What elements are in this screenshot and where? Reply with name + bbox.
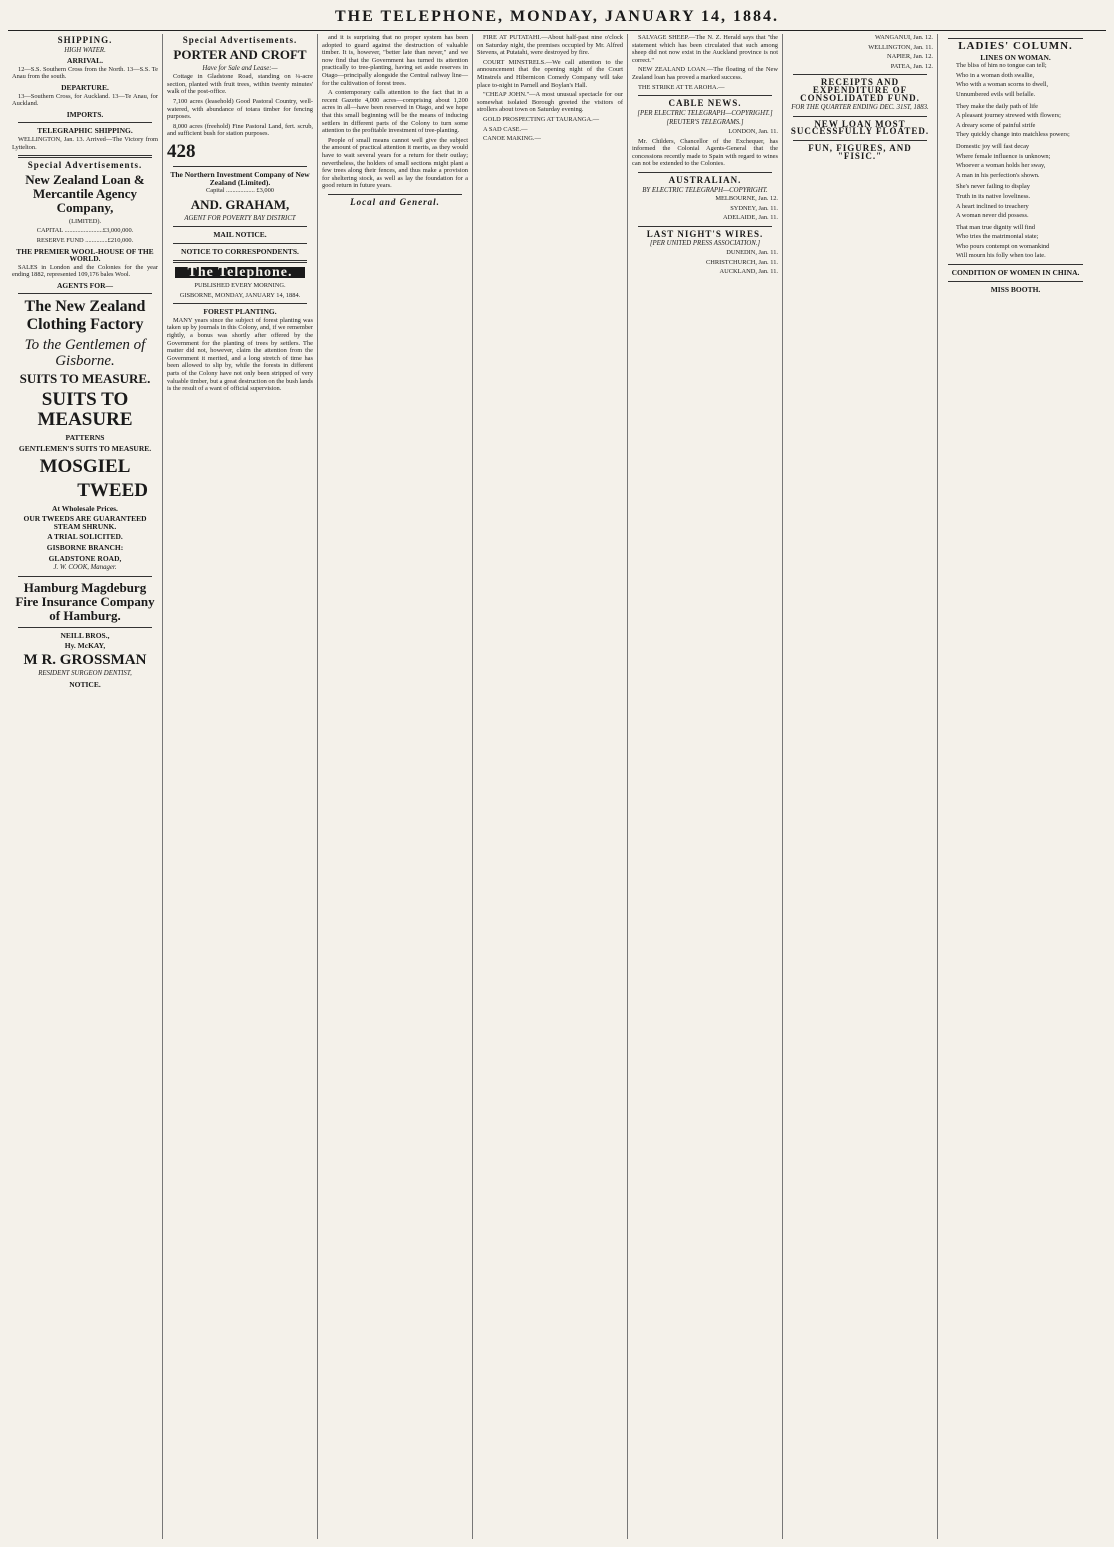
imports-head: IMPORTS. bbox=[66, 109, 104, 119]
neill-line: NEILL BROS., bbox=[60, 630, 110, 640]
poem-line: Will mourn his folly when too late. bbox=[956, 252, 1046, 260]
graham-heading: AND. GRAHAM, bbox=[190, 196, 290, 212]
napier-dateline: NAPIER, Jan. 12. bbox=[887, 53, 933, 61]
divider bbox=[328, 194, 462, 195]
mosgiel-heading: MOSGIEL bbox=[39, 455, 131, 477]
wires-sub: [PER UNITED PRESS ASSOCIATION.] bbox=[649, 240, 761, 248]
mail-notice-head: MAIL NOTICE. bbox=[213, 230, 267, 240]
auckland-dateline: AUCKLAND, Jan. 11. bbox=[719, 268, 778, 276]
forest-paragraph-1: MANY years since the subject of forest planting was taken up by journals in this Colony, and, if we remember rightly, a bonus was shortly after offered by the Government for the planting of trees by settlers. The matter did not, however, claim the attention from the Government it merited, and a long stretch of time has been allowed to slip by, while the forests in different parts of the Colony have not only been stripped of very valuable timber, but a great destruction on the bush lands is the result of a want of official supervision. bbox=[167, 316, 313, 393]
divider bbox=[18, 155, 152, 158]
wires-head: LAST NIGHT'S WIRES. bbox=[646, 228, 764, 239]
porter-text: Cottage in Gladstone Road, standing on ¼-acre section, planted with fruit trees, within twenty minutes' walk of the post-office. bbox=[167, 73, 313, 96]
nz-loan-sub: (LIMITED). bbox=[68, 217, 102, 225]
divider bbox=[793, 74, 927, 75]
manager-line: J. W. COOK, Manager. bbox=[53, 564, 117, 572]
divider bbox=[173, 166, 307, 167]
gentlemen-heading: To the Gentlemen of Gisborne. bbox=[24, 337, 146, 370]
patterns-head: PATTERNS bbox=[65, 433, 105, 443]
fire-paragraph: FIRE AT PUTATAHI.—About half-past nine o'clock on Saturday night, the premises occupied by Mr. Alfred Stevens, at Putatahi, were destroyed by fire. bbox=[477, 34, 623, 57]
northern-investment-head: The Northern Investment Company of New Zealand (Limited). bbox=[170, 169, 310, 187]
forest-paragraph-3: A contemporary calls attention to the fact that in a recent Gazette 4,000 acres—comprising about 1,200 acres in all—have been reserved in Otago, and we hope that this small beginning will be the means of inducing settlers in different parts of the Colony to turn some attention to the profitable investment of tree-planting. bbox=[322, 89, 468, 135]
miss-booth-head: MISS BOOTH. bbox=[990, 284, 1041, 294]
strike-paragraph: THE STRIKE AT TE AROHA.— bbox=[638, 83, 725, 91]
arrival-text: 12—S.S. Southern Cross from the North. 13—S.S. Te Anau from the south. bbox=[12, 65, 158, 81]
reuters-sub: [REUTER'S TELEGRAMS.] bbox=[666, 119, 744, 127]
departure-head: DEPARTURE. bbox=[61, 82, 109, 92]
cable-sub: [PER ELECTRIC TELEGRAPH—COPYRIGHT.] bbox=[637, 109, 773, 117]
australian-sub: BY ELECTRIC TELEGRAPH—COPYRIGHT. bbox=[642, 186, 768, 194]
cable-news-head: CABLE NEWS. bbox=[668, 98, 742, 109]
departure-text: 13—Southern Cross, for Auckland. 13—Te Anau, for Auckland. bbox=[12, 92, 158, 108]
paper-logo: The Telephone. bbox=[175, 267, 305, 279]
dunedin-dateline: DUNEDIN, Jan. 11. bbox=[726, 249, 778, 257]
court-minstrels-paragraph: COURT MINSTRELS.—We call attention to the announcement that the opening night of the Court Minstrels and Hibernicon Comedy Company will take place to-night in Parnell and Boylan's Hall. bbox=[477, 58, 623, 89]
salvage-paragraph: SALVAGE SHEEP.—The N. Z. Herald says that "the statement which has been circulated that such among sheep did not now exist in the Auckland province is not correct." bbox=[632, 34, 778, 64]
adelaide-dateline: ADELAIDE, Jan. 11. bbox=[723, 214, 778, 222]
poem-line: A dreary scene of painful strife bbox=[956, 121, 1036, 129]
poem-line: A woman never did possess. bbox=[956, 212, 1029, 220]
nz-loan-title: New Zealand Loan & Mercantile Agency Company, bbox=[25, 171, 145, 215]
telegraphic-text: WELLINGTON, Jan. 13. Arrived—The Victory from Lyttelton. bbox=[12, 135, 158, 151]
dateline: GISBORNE, MONDAY, JANUARY 14, 1884. bbox=[179, 291, 301, 299]
wanganui-dateline: WANGANUI, Jan. 12. bbox=[874, 34, 933, 41]
tweed-heading: TWEED bbox=[77, 479, 148, 501]
trial-line: A TRIAL SOLICITED. bbox=[47, 532, 123, 542]
divider bbox=[638, 172, 772, 173]
divider bbox=[793, 140, 927, 141]
acres-7100: 7,100 acres (leasehold) Good Pastoral Country, well-watered, with abundance of totara timber for fencing purposes. bbox=[167, 97, 313, 121]
poem-line: They make the daily path of life bbox=[956, 102, 1038, 110]
sad-case-paragraph: A SAD CASE.— bbox=[483, 125, 528, 133]
divider bbox=[638, 95, 772, 96]
poem-line: Who pours contempt on womankind bbox=[956, 242, 1050, 250]
high-water-head: HIGH WATER. bbox=[64, 46, 106, 54]
divider bbox=[18, 122, 152, 123]
column-3 bbox=[318, 34, 473, 1539]
woolhouse-text: SALES in London and the Colonies for the year ending 1882, represented 109,176 bales Wool. bbox=[12, 263, 158, 279]
divider bbox=[173, 243, 307, 244]
special-ads-head: Special Advertisements. bbox=[27, 160, 143, 171]
divider bbox=[173, 226, 307, 227]
masthead: THE TELEPHONE, MONDAY, JANUARY 14, 1884. bbox=[334, 8, 780, 25]
notice-head: NOTICE. bbox=[69, 679, 101, 689]
suits-heading-1: SUITS TO MEASURE. bbox=[19, 371, 151, 387]
poem-line: She's never failing to display bbox=[956, 183, 1030, 191]
factory-title: The New Zealand Clothing Factory bbox=[24, 298, 146, 334]
divider bbox=[948, 281, 1083, 282]
poem-line: A heart inclined to treachery bbox=[956, 202, 1029, 210]
poem-line: Where female influence is unknown; bbox=[956, 152, 1051, 160]
cable-paragraph: Mr. Childers, Chancellor of the Exchequer, has informed the Colonial Agents-General that the concessions recently made to Spain with regard to wines can not be extended to the Colonies. bbox=[632, 137, 778, 168]
columns bbox=[8, 34, 1106, 1539]
london-dateline: LONDON, Jan. 11. bbox=[728, 127, 778, 135]
woolhouse-head: THE PREMIER WOOL-HOUSE OF THE WORLD. bbox=[16, 246, 154, 264]
forest-paragraph-2: and it is surprising that no proper system has been adopted to guard against the destruction of valuable timber. It is, however, "better late than never," and we now find that the Government has turned its attention practically to tree-planting, having set aside reserves in Otago—principally alongside the Central railway line—for the cultivation of forest trees. bbox=[322, 34, 468, 87]
divider bbox=[793, 116, 927, 117]
porter-croft-title: PORTER AND CROFT bbox=[173, 46, 307, 62]
mckay-line: Hy. McKAY, bbox=[64, 641, 106, 651]
gladstone-line: GLADSTONE ROAD, bbox=[48, 553, 122, 563]
poem-line: A pleasant journey strewed with flowers; bbox=[956, 112, 1061, 120]
divider bbox=[948, 38, 1083, 39]
australian-head: AUSTRALIAN. bbox=[668, 174, 742, 185]
wellington-dateline: WELLINGTON, Jan. 11. bbox=[868, 43, 933, 51]
poem-line: They quickly change into matchless powers; bbox=[956, 131, 1070, 139]
grossman-heading: M R. GROSSMAN bbox=[23, 652, 147, 668]
fun-figures-head: FUN, FIGURES, AND "FISIC." bbox=[808, 142, 912, 161]
divider bbox=[18, 627, 152, 628]
divider bbox=[18, 293, 152, 294]
receipts-head: RECEIPTS AND EXPENDITURE OF CONSOLIDATED FUND. bbox=[800, 77, 920, 103]
arrival-head: ARRIVAL. bbox=[67, 56, 103, 66]
cheap-john-paragraph: "CHEAP JOHN."—A most unusual spectacle for our somewhat isolated Borough greeted the visitors of strollers about town on Saturday evening. bbox=[477, 91, 623, 114]
acres-428-number: 428 bbox=[167, 140, 196, 162]
poem-line: Whoever a woman holds her sway, bbox=[956, 162, 1046, 170]
poem-line: The bliss of him no tongue can tell; bbox=[956, 62, 1047, 70]
condition-women-head: CONDITION OF WOMEN IN CHINA. bbox=[951, 268, 1080, 278]
poem-line: Who in a woman doth swallie, bbox=[956, 71, 1035, 79]
poem-line: Truth in its native loveliness. bbox=[956, 192, 1031, 200]
graham-sub: AGENT FOR POVERTY BAY DISTRICT bbox=[184, 214, 296, 222]
published-line: PUBLISHED EVERY MORNING. bbox=[194, 282, 286, 290]
acres-8000: 8,000 acres (freehold) Fine Pastoral Land, fert. scrub, and sufficient bush for station purposes. bbox=[167, 122, 313, 138]
northern-capital: Capital .................. £3,000 bbox=[206, 187, 274, 195]
column-1 bbox=[8, 34, 163, 1539]
poem-line: That man true dignity will find bbox=[956, 223, 1035, 231]
gentlemen-suits-head: GENTLEMEN'S SUITS TO MEASURE. bbox=[18, 444, 152, 454]
receipts-sub: FOR THE QUARTER ENDING DEC. 31ST, 1883. bbox=[791, 104, 929, 112]
forest-paragraph-4: People of small means cannot well give the subject the amount of practical attention it merits, as they would have to wait several years for a return for their outlay; nevertheless, the holders of small sections might plant a few trees along their fences, and thus make a provision for sheltering stock, as well as lay the foundation for a good return in future years. bbox=[322, 136, 468, 190]
poem-line: Unnumbered evils will befalle. bbox=[956, 90, 1036, 98]
poem-line: Domestic joy will fast decay bbox=[956, 142, 1030, 150]
column-5 bbox=[628, 34, 783, 1539]
correspondents-head: NOTICE TO CORRESPONDENTS. bbox=[181, 246, 299, 256]
new-loan-head: NEW LOAN MOST SUCCESSFULLY FLOATED. bbox=[790, 118, 930, 137]
ladies-column-head: LADIES' COLUMN. bbox=[958, 40, 1073, 52]
divider bbox=[638, 226, 772, 227]
capital-line: CAPITAL ........................£3,000,000. bbox=[36, 227, 134, 235]
column-7 bbox=[938, 34, 1093, 1539]
melbourne-dateline: MELBOURNE, Jan. 12. bbox=[715, 195, 778, 203]
patea-dateline: PATEA, Jan. 12. bbox=[890, 62, 933, 70]
lines-on-woman-head: LINES ON WOMAN. bbox=[980, 52, 1051, 62]
poem-line: Who tries the matrimonial state; bbox=[956, 233, 1039, 241]
column-2 bbox=[163, 34, 318, 1539]
reserve-line: RESERVE FUND ..............£210,000. bbox=[36, 236, 134, 244]
divider bbox=[948, 264, 1083, 265]
column-6 bbox=[783, 34, 938, 1539]
column-4 bbox=[473, 34, 628, 1539]
telegraphic-head: TELEGRAPHIC SHIPPING. bbox=[37, 126, 133, 136]
hamburg-title: Hamburg Magdeburg Fire Insurance Company of Hamburg. bbox=[15, 579, 155, 623]
dentist-line: RESIDENT SURGEON DENTIST, bbox=[38, 670, 132, 677]
divider bbox=[173, 260, 307, 263]
wholesale-line: At Wholesale Prices. bbox=[52, 503, 118, 513]
canoe-paragraph: CANOE MAKING.— bbox=[483, 135, 541, 143]
masthead-rule bbox=[8, 30, 1106, 31]
local-general-head: Local and General. bbox=[350, 196, 440, 207]
guaranteed-line: OUR TWEEDS ARE GUARANTEED STEAM SHRUNK. bbox=[23, 514, 147, 531]
porter-sub: Have for Sale and Lease:— bbox=[202, 64, 278, 72]
branch-line: GISBORNE BRANCH: bbox=[46, 543, 124, 553]
agents-head: AGENTS FOR— bbox=[56, 280, 114, 290]
poem-line: A man in his perfection's shown. bbox=[956, 171, 1040, 179]
shipping-title: SHIPPING. bbox=[57, 35, 113, 45]
forest-head: FOREST PLANTING. bbox=[203, 307, 277, 317]
poem bbox=[942, 62, 1089, 260]
divider bbox=[173, 303, 307, 304]
loan-paragraph: NEW ZEALAND LOAN.—The floating of the New Zealand loan has proved a marked success. bbox=[632, 66, 778, 81]
special-ads-head: Special Advertisements. bbox=[182, 35, 298, 45]
christchurch-dateline: CHRISTCHURCH, Jan. 11. bbox=[705, 258, 778, 266]
sydney-dateline: SYDNEY, Jan. 11. bbox=[730, 204, 778, 212]
poem-line: Who with a woman scorns to dwell, bbox=[956, 81, 1049, 89]
divider bbox=[18, 576, 152, 577]
gold-paragraph: GOLD PROSPECTING AT TAURANGA.— bbox=[483, 115, 600, 123]
suits-heading-2: SUITS TO MEASURE bbox=[37, 389, 133, 431]
